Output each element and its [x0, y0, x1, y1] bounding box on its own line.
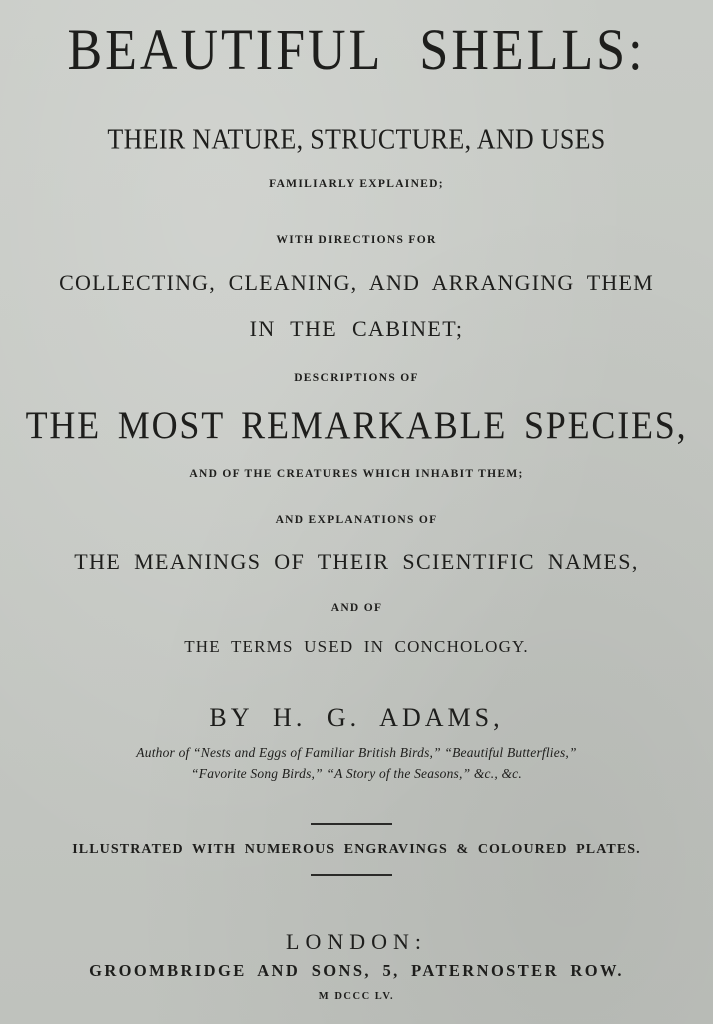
divider-rule-top: [311, 823, 392, 825]
imprint-publisher: GROOMBRIDGE AND SONS, 5, PATERNOSTER ROW.: [89, 961, 624, 980]
terms-line: THE TERMS USED IN CONCHOLOGY.: [184, 637, 529, 656]
creatures-line: AND OF THE CREATURES WHICH INHABIT THEM;: [189, 468, 524, 480]
imprint-date: M DCCC LV.: [318, 991, 395, 1002]
and-of-line: AND OF: [330, 602, 383, 614]
descriptions-of: DESCRIPTIONS OF: [294, 372, 419, 384]
book-title: BEAUTIFUL SHELLS:: [67, 18, 646, 83]
author-byline: BY H. G. ADAMS,: [209, 703, 504, 732]
explanations-of: AND EXPLANATIONS OF: [275, 514, 438, 526]
collecting-line: COLLECTING, CLEANING, AND ARRANGING THEM: [59, 270, 654, 295]
meanings-line: THE MEANINGS OF THEIR SCIENTIFIC NAMES,: [74, 549, 639, 574]
remarkable-species-line: THE MOST REMARKABLE SPECIES,: [25, 402, 688, 447]
divider-rule-bottom: [311, 874, 392, 876]
cabinet-line: IN THE CABINET;: [249, 316, 464, 341]
illustrated-line: ILLUSTRATED WITH NUMEROUS ENGRAVINGS & COLOURED PLATES.: [72, 842, 641, 857]
with-directions-for: WITH DIRECTIONS FOR: [276, 234, 437, 246]
imprint-city: LONDON:: [286, 929, 427, 954]
author-works-line-1: Author of “Nests and Eggs of Familiar British Birds,” “Beautiful Butterflies,”: [136, 745, 577, 760]
book-subtitle: THEIR NATURE, STRUCTURE, AND USES: [107, 123, 606, 156]
familiarly-explained: FAMILIARLY EXPLAINED;: [269, 178, 444, 190]
author-works-line-2: “Favorite Song Birds,” “A Story of the Seasons,” &c., &c.: [191, 766, 522, 781]
